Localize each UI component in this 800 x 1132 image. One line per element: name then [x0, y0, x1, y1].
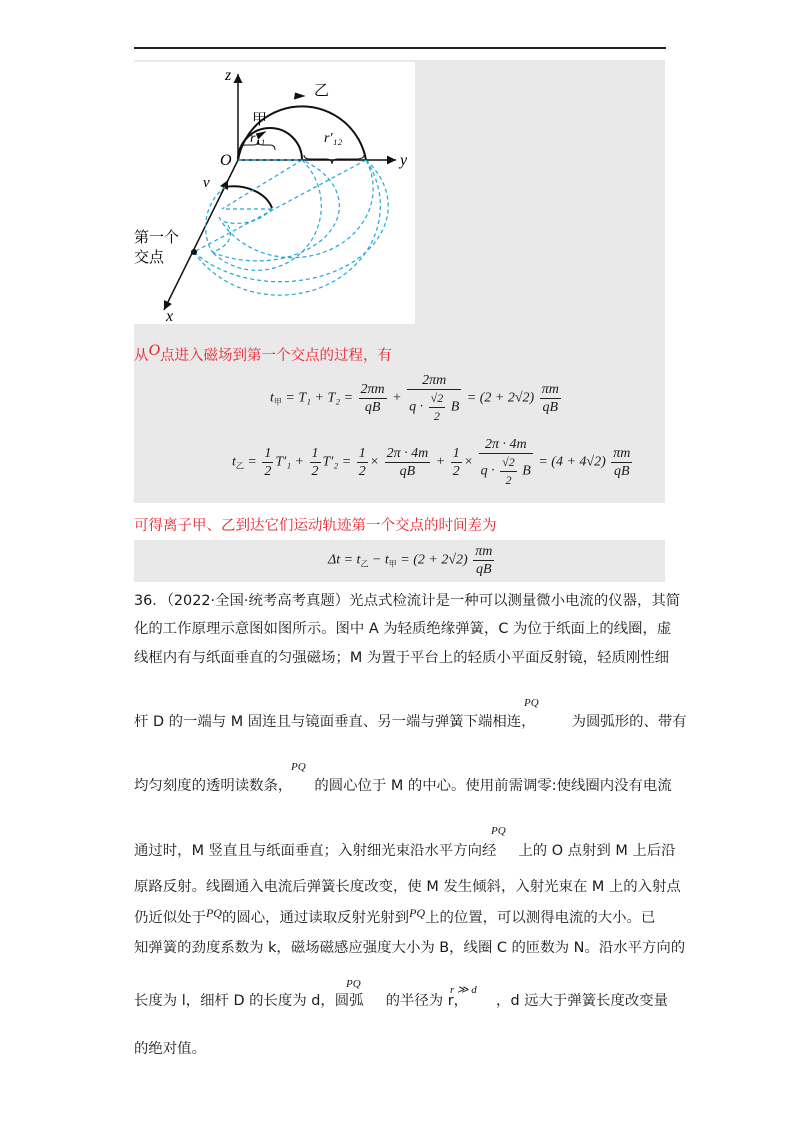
- eq2-f1-num: 2π · 4m: [386, 446, 429, 461]
- q36-line-11: 的绝对值。: [134, 1041, 206, 1057]
- lower-solid-arc: [225, 186, 272, 208]
- q36-line-5: [134, 775, 672, 797]
- eq2-t1: T′₁ +: [275, 454, 305, 470]
- eq1-frac1-den: qB: [364, 400, 381, 415]
- first-intersection-point: [191, 249, 197, 255]
- q36-line-10b: 的半径为 r，: [385, 993, 469, 1009]
- eq2-half3: [357, 445, 368, 480]
- q36-line-4a: 杆 D 的一端与 M 固连且与镜面垂直、另一端与弹簧下端相连，: [134, 714, 536, 730]
- q36-line-3: 线框内有与纸面垂直的匀强磁场；M 为置于平台上的轻质小平面反射镜，轻质刚性细: [134, 650, 670, 666]
- eq3-frac-num: πm: [475, 544, 493, 559]
- q36-line-10c: ，d 远大于弹簧长度改变量: [496, 993, 669, 1009]
- eq2-f3-den: qB: [614, 464, 630, 479]
- eq2-lhs-sub: 乙: [235, 461, 244, 471]
- q36-line-4: [134, 711, 687, 733]
- eq2-frac1: [385, 445, 431, 480]
- intersection-label-2: 交点: [134, 248, 165, 266]
- eq2-f3-num: πm: [613, 446, 631, 461]
- q36-line-5a: 均匀刻度的透明读数条，: [134, 778, 293, 794]
- q36-line-6a: 通过时，M 竖直且与纸面垂直；入射细光束沿水平方向经: [134, 843, 497, 859]
- q36-line-7: 原路反射。线圈通入电流后弹簧长度改变，使 M 发生倾斜，入射光束在 M 上的入射点: [134, 879, 681, 895]
- eq3-frac: [473, 543, 494, 578]
- eq1-frac3-num: πm: [541, 382, 559, 397]
- eq2-h2-den: 2: [311, 464, 319, 479]
- pq-symbol-3: PQ: [491, 825, 506, 837]
- eq1-frac3-den: qB: [542, 400, 559, 415]
- pq-symbol-6: PQ: [346, 978, 361, 990]
- eq1-rad-den: 2: [433, 409, 440, 423]
- q36-line-10: [134, 990, 669, 1012]
- answer-line-1: [134, 344, 392, 365]
- eq1-frac2-den: [407, 390, 461, 425]
- eq2-half1: [262, 445, 273, 480]
- eq2-h4-num: 1: [452, 446, 460, 461]
- eq2-frac3: [611, 445, 632, 480]
- eq2-rad-den: 2: [505, 473, 512, 487]
- intersection-label-1: 第一个: [134, 228, 180, 246]
- eq2-times1: ×: [369, 454, 380, 470]
- eq2-h4-den: 2: [452, 464, 460, 479]
- q36-line-2: 化的工作原理示意图如图所示。图中 A 为轻质绝缘弹簧，C 为位于纸面上的线圈，虚: [134, 621, 672, 637]
- eq2-h2-num: 1: [311, 446, 319, 461]
- eq2-f1-den: qB: [399, 464, 416, 479]
- r12-label: r′₁₂: [324, 131, 343, 146]
- eq3-lhs: Δt = t: [328, 552, 361, 568]
- eq2-h1-den: 2: [264, 464, 272, 479]
- eq2-t2: T′₂ =: [322, 454, 352, 470]
- q36-line-6: [134, 840, 676, 862]
- q36-line-5b: 的圆心位于 M 的中心。使用前需调零:使线圈内没有电流: [314, 778, 672, 794]
- eq1-lhs-sub: 甲: [273, 397, 282, 407]
- yi-label: 乙: [314, 81, 330, 99]
- q36-line-6b: 上的 O 点射到 M 上后沿: [518, 843, 676, 859]
- eq2-lhs: t: [232, 454, 236, 470]
- eq2-f2-B: B: [522, 463, 531, 479]
- velocity-label: v: [203, 175, 210, 191]
- eq3-sub1: 乙: [360, 559, 369, 569]
- pq-symbol-1: PQ: [524, 697, 539, 709]
- r11-label: r₁₁: [250, 131, 266, 146]
- eq2-eq: =: [247, 454, 257, 470]
- equation-t-jia: [270, 372, 563, 425]
- y-label: y: [400, 152, 408, 169]
- eq2-h1-num: 1: [264, 446, 272, 461]
- pq-symbol-4: PQ: [205, 906, 222, 920]
- eq3-coeff: = (2 + 2√2): [400, 552, 468, 568]
- eq2-f2-q: q ·: [480, 463, 495, 479]
- answer-line-1-pre: 从: [134, 348, 149, 364]
- origin-label: O: [220, 152, 232, 169]
- eq2-h3-den: 2: [358, 464, 366, 479]
- eq1-frac1: [359, 381, 387, 416]
- eq3-minus: − t: [371, 552, 389, 568]
- yi-direction-arrow: [294, 93, 304, 99]
- pq-symbol-2: PQ: [291, 761, 306, 773]
- eq2-times2: ×: [463, 454, 474, 470]
- eq1-plus: +: [392, 390, 402, 406]
- trajectory-jia-arc: [238, 128, 302, 160]
- header-rule: [134, 47, 666, 49]
- q36-line-1: 36．（2022·全国·统考高考真题）光点式检流计是一种可以测量微小电流的仪器，其简: [134, 593, 681, 609]
- q36-line-8a: 仍近似处于: [134, 910, 206, 926]
- trajectory-svg: [134, 62, 415, 324]
- eq2-rad-num: √2: [500, 454, 517, 472]
- q36-line-8b: 的圆心，通过读取反射光射到: [221, 910, 410, 926]
- eq1-frac2-num: 2πm: [407, 372, 461, 390]
- eq2-coeff: = (4 + 4√2): [538, 454, 606, 470]
- dashed-trajectories: [194, 160, 388, 295]
- z-label: z: [225, 67, 232, 84]
- eq1-coeff: = (2 + 2√2): [466, 390, 535, 406]
- eq1-rad-num: √2: [429, 390, 446, 408]
- eq2-f2-num: 2π · 4m: [479, 436, 533, 454]
- jia-label: 甲: [252, 110, 268, 128]
- equation-t-yi: [232, 436, 634, 489]
- eq2-half2: [310, 445, 321, 480]
- trajectory-diagram: [134, 62, 415, 324]
- r-much-greater-d: r ≫ d: [450, 984, 477, 996]
- x-label: x: [166, 308, 174, 324]
- eq1-lhs: t: [270, 390, 274, 406]
- q36-line-9: 知弹簧的劲度系数为 k，磁场磁感应强度大小为 B，线圈 C 的匝数为 N。沿水平方向的: [134, 940, 686, 956]
- eq2-frac2: [479, 436, 533, 489]
- eq1-frac2-q: q ·: [409, 399, 424, 415]
- q36-line-8: [134, 907, 666, 929]
- eq1-frac3: [540, 381, 561, 416]
- eq3-sub2: 甲: [388, 559, 397, 569]
- eq2-f2-den: [479, 454, 533, 489]
- eq1-frac2-B: B: [450, 399, 460, 415]
- eq3-frac-den: qB: [475, 562, 492, 577]
- q36-line-10a: 长度为 l，细杆 D 的长度为 d，圆弧: [134, 993, 364, 1009]
- r12-brace: [304, 155, 364, 164]
- eq1-frac2: [407, 372, 461, 425]
- answer-line-2: 可得离子甲、乙到达它们运动轨迹第一个交点的时间差为: [134, 518, 497, 534]
- eq2-half4: [451, 445, 462, 480]
- answer-line-1-O: O: [148, 342, 161, 359]
- answer-line-1-post: 点进入磁场到第一个交点的过程，有: [160, 348, 393, 364]
- eq2-plus: +: [435, 454, 446, 470]
- eq2-h3-num: 1: [358, 446, 366, 461]
- equation-delta-t: [328, 543, 496, 578]
- q36-line-4b: 为圆弧形的、带有: [571, 714, 687, 730]
- pq-symbol-5: PQ: [409, 906, 426, 920]
- q36-line-8c: 上的位置，可以测得电流的大小。已: [425, 910, 656, 926]
- eq1-mid: = T₁ + T₂ =: [285, 390, 354, 406]
- eq1-frac1-num: 2πm: [360, 382, 385, 397]
